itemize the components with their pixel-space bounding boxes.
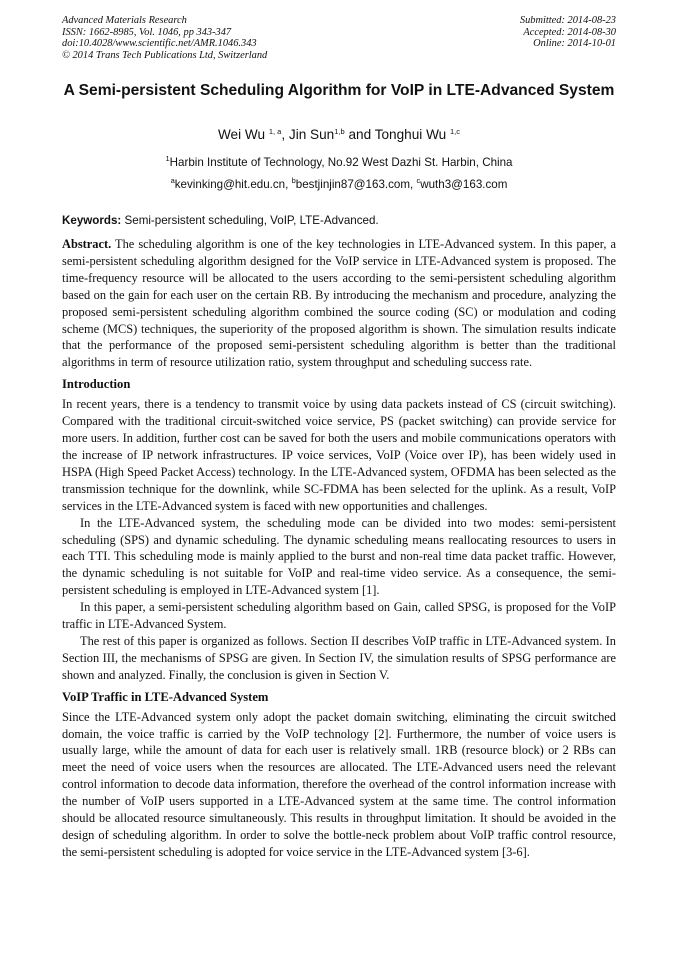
intro-paragraph: In this paper, a semi-persistent scheduling algorithm based on Gain, called SPSG, is proposed for the VoIP traffic in LTE-Advanced System. (62, 600, 616, 632)
author-name: Jin Sun (288, 127, 335, 142)
email-sup: c (416, 176, 421, 185)
affiliation-text: Harbin Institute of Technology, No.92 West Dazhi St. Harbin, China (169, 156, 513, 169)
author-emails (62, 178, 616, 192)
email-link[interactable]: bestjinjin87@163.com (295, 178, 411, 191)
abstract-label: Abstract. (62, 237, 112, 251)
intro-paragraph: In recent years, there is a tendency to transmit voice by using data packets instead of CS (circuit switching). Compared with the traditional circuit-switched voice service, PS (packet switching) can provide service for more users. In addition, further cost can be saved for both the users and mobile communications operators with the increase of IP network infrastructures. IP voice services, VoIP (Voice over IP), has been widely used in HSPA (High Speed Packet Access) technology. In the LTE-Advanced system, OFDMA has been selected as the transmission technique for the downlink, while SC-FDMA has been selected for the uplink. As a result, VoIP services in the LTE-Advanced system is faced with new opportunities and challenges. (62, 397, 616, 513)
journal-copyright: © 2014 Trans Tech Publications Ltd, Switzerland (62, 49, 268, 61)
journal-name: Advanced Materials Research (62, 15, 187, 26)
email-separator: , (410, 178, 417, 191)
keywords (62, 214, 616, 228)
paper-body (62, 236, 616, 861)
intro-paragraph: The rest of this paper is organized as follows. Section II describes VoIP traffic in LTE-Advanced system. In Section III, the mechanisms of SPSG are given. In Section IV, the simulation results of SPSG performance are shown and analyzed. Finally, the conclusion is given in Section V. (62, 633, 616, 682)
keywords-text: Semi-persistent scheduling, VoIP, LTE-Advanced. (124, 214, 379, 227)
author-list (62, 127, 616, 143)
voip-paragraph: Since the LTE-Advanced system only adopt the packet domain switching, eliminating the circuit switched domain, the voice traffic is carried by the VoIP technology [2]. Furthermore, the number of voice users is usually large, while the amount of data for each user is relatively small. 1RB (resource block) or 2 RBs can meet the need of voice users when the resources are allocated. The LTE-Advanced users need the relevant control information to decode data information, therefore the overhead of the control information increase with the number of VoIP users supported in a LTE-Advanced system at the same time. The control information should be allocated resource simultaneously. This results in throughput limitation. It should be avoided in the design of scheduling algorithm. In order to solve the bottle-neck problem about VoIP traffic control resource, the semi-persistent scheduling is adopted for voice service in the LTE-Advanced system [3-6]. (62, 709, 616, 859)
abstract-text: The scheduling algorithm is one of the key technologies in LTE-Advanced system. In this paper, a semi-persistent scheduling algorithm designed for the VoIP service in LTE-Advanced system is proposed. The time-frequency resource will be allocated to the users according to the semi-persistent scheduling algorithm based on the gain for each user on the certain RB. By introducing the mechanism and procedure, analyzing the proposed semi-persistent scheduling algorithm combined the source coding (SC) or modulation and coding scheme (MCS) techniques, the superiority of the proposed algorithm is shown. The simulation results indicate that the performance of the proposed semi-persistent scheduling algorithm is better than the traditional algorithms in term of resource utilization ratio, system throughput and scheduling success rate. (62, 237, 616, 370)
author-separator: and (344, 127, 375, 142)
online-date: Online: 2014-10-01 (533, 38, 616, 50)
author-name: Wei Wu (217, 127, 266, 142)
intro-paragraph: In the LTE-Advanced system, the scheduling mode can be divided into two modes: semi-persistent scheduling (SPS) and dynamic scheduling. The dynamic scheduling means reallocating resources to users in each TTI. This scheduling mode is mainly applied to the burst and non-real time data packet traffic. However, the dynamic scheduling is not suitable for VoIP and real-time video service. As a consequence, the semi-persistent scheduling is employed in LTE-Advanced system [1]. (62, 515, 616, 598)
section-heading-introduction: Introduction (62, 377, 131, 392)
affiliation (62, 156, 616, 170)
author-affil-sup: 1,c (450, 127, 461, 136)
author-affil-sup: 1, a (268, 127, 282, 136)
submitted-date: Submitted: 2014-08-23 (519, 15, 616, 26)
email-sup: a (170, 176, 175, 185)
journal-issn: ISSN: 1662-8985, Vol. 1046, pp 343-347 (62, 26, 232, 38)
journal-header-right (520, 15, 616, 50)
accepted-date: Accepted: 2014-08-30 (523, 26, 616, 38)
section-heading-voip-traffic: VoIP Traffic in LTE-Advanced System (62, 689, 269, 704)
paper-title: A Semi-persistent Scheduling Algorithm for VoIP in LTE-Advanced System (63, 82, 615, 99)
email-link[interactable]: kevinking@hit.edu.cn (174, 178, 286, 191)
journal-header-left (62, 15, 267, 61)
email-sup: b (291, 176, 296, 185)
keywords-label: Keywords: (62, 214, 122, 227)
email-link[interactable]: wuth3@163.com (420, 178, 508, 191)
email-separator: , (285, 178, 292, 191)
author-separator: , (281, 127, 289, 142)
author-affil-sup: 1,b (334, 127, 345, 136)
author-name: Tonghui Wu (374, 127, 447, 142)
journal-doi[interactable]: doi:10.4028/www.scientific.net/AMR.1046.343 (62, 38, 257, 50)
affiliation-sup: 1 (165, 154, 170, 163)
abstract (62, 236, 616, 371)
